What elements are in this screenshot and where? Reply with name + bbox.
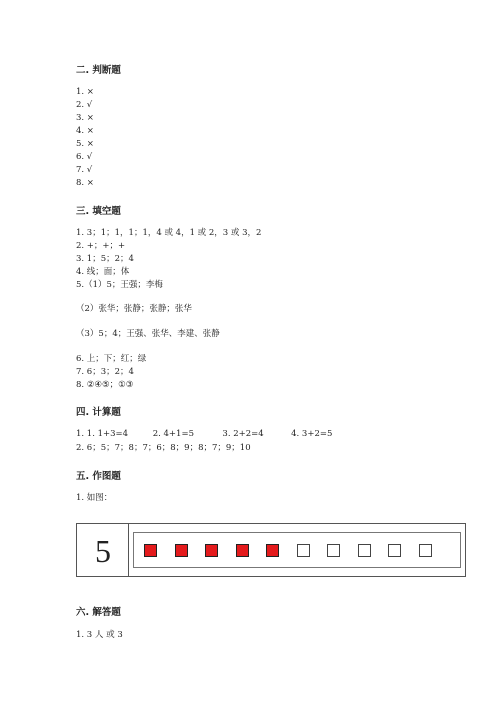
filled-square [175, 544, 188, 557]
draw-intro: 1. 如图： [76, 493, 113, 503]
squares-row [133, 532, 461, 568]
filled-square [144, 544, 157, 557]
section-title-answer: 六. 解答题 [76, 607, 121, 618]
fill-item: 2. +；+；+ [76, 241, 126, 251]
judge-item: 2. √ [76, 100, 93, 110]
answer-item: 1. 3 人 或 3 [76, 630, 123, 640]
empty-square [419, 544, 432, 557]
big-number: 5 [95, 533, 111, 569]
calc-row-2: 2. 6；5；7；8；7；6；8；9；8；7；9；10 [76, 443, 251, 453]
judge-item: 5. × [76, 139, 94, 149]
judge-item: 8. × [76, 178, 94, 188]
number-figure [76, 523, 466, 577]
empty-square [358, 544, 371, 557]
judge-item: 4. × [76, 126, 94, 136]
section-title-judge: 二. 判断题 [76, 65, 121, 76]
section-title-draw: 五. 作图题 [76, 471, 121, 482]
filled-square [266, 544, 279, 557]
empty-square [388, 544, 401, 557]
judge-item: 6. √ [76, 152, 93, 162]
calc-item: 4. 3+2=5 [291, 429, 333, 439]
fill-item: 5.（1）5；王强；李梅 [76, 280, 163, 290]
fill-item: 6. 上；下；红；绿 [76, 354, 147, 364]
fill-item: 4. 线；面；体 [76, 267, 130, 277]
fill-item: 8. ②④⑤；①③ [76, 380, 134, 390]
empty-square [327, 544, 340, 557]
fill-item: 3. 1；5；2；4 [76, 254, 134, 264]
section-title-fill: 三. 填空题 [76, 206, 121, 217]
fill-item: （3）5；4；王强、张华、李建、张静 [76, 329, 220, 339]
fill-item: 1. 3；1；1，1；1，4 或 4，1 或 2，3 或 3，2 [76, 228, 262, 238]
calc-item: 3. 2+2=4 [222, 429, 264, 439]
calc-item: 1. 1. 1+3=4 [76, 429, 129, 439]
number-cell [77, 524, 129, 576]
empty-square [297, 544, 310, 557]
calc-item: 2. 4+1=5 [152, 429, 194, 439]
calc-row-1 [76, 429, 332, 439]
judge-item: 7. √ [76, 165, 93, 175]
section-title-calc: 四. 计算题 [76, 407, 121, 418]
fill-item: （2）张华；张静；张静；张华 [76, 304, 192, 314]
filled-square [205, 544, 218, 557]
judge-item: 3. × [76, 113, 94, 123]
judge-item: 1. × [76, 87, 94, 97]
filled-square [236, 544, 249, 557]
fill-item: 7. 6；3；2；4 [76, 367, 134, 377]
